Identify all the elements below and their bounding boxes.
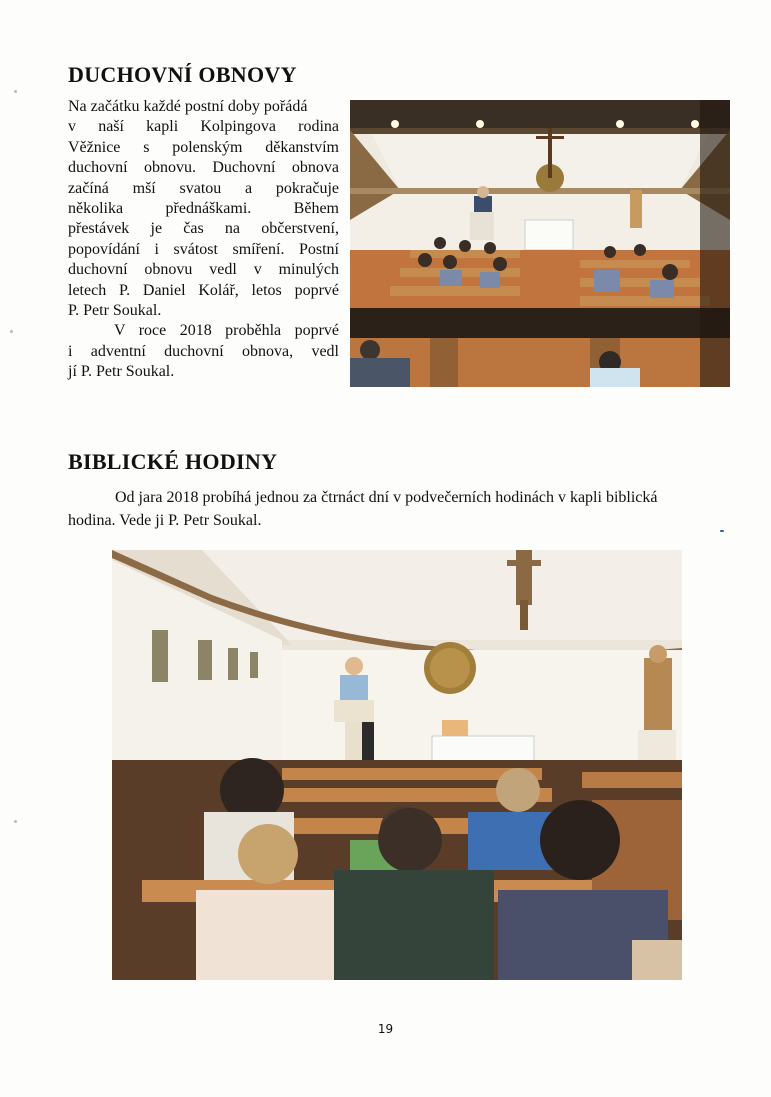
text-line: duchovní obnovu. Duchovní obnova <box>68 159 339 177</box>
scan-speck <box>14 820 17 823</box>
text-line: začíná mší svatou a pokračuje <box>68 179 339 197</box>
bible-text-line-2: hodina. Vede ji P. Petr Soukal. <box>68 512 262 529</box>
text-line: několika přednáškami. Během <box>68 200 339 218</box>
page-number: 19 <box>377 1022 394 1036</box>
text-line: P. Petr Soukal. <box>68 302 162 320</box>
text-line: přestávek je čas na občerstvení, <box>68 220 339 238</box>
bible-text-line-1: Od jara 2018 probíhá jednou za čtrnáct dní v podvečerních hodinách v kapli biblická <box>115 489 658 506</box>
text-line: duchovní obnovu vedl v minulých <box>68 261 339 279</box>
scan-speck <box>720 530 724 532</box>
photo-chapel-retreat <box>350 100 730 387</box>
text-line: i adventní duchovní obnova, vedl <box>68 342 339 360</box>
scan-speck <box>10 330 13 333</box>
text-line: Na začátku každé postní doby pořádá <box>68 98 308 115</box>
text-line: popovídání i svátost smíření. Postní <box>68 240 339 258</box>
text-line: Věžnice s polenským děkanstvím <box>68 138 339 156</box>
section-heading-retreat: DUCHOVNÍ OBNOVY <box>68 62 297 87</box>
text-line: letech P. Daniel Kolář, letos poprvé <box>68 281 339 299</box>
scan-speck <box>14 90 17 93</box>
retreat-text <box>68 97 339 383</box>
text-line: V roce 2018 proběhla poprvé <box>114 322 339 340</box>
text-line: v naší kapli Kolpingova rodina <box>68 118 339 136</box>
photo-bible-hour <box>112 550 682 980</box>
section-heading-bible: BIBLICKÉ HODINY <box>68 449 278 474</box>
text-line: jí P. Petr Soukal. <box>68 363 175 381</box>
